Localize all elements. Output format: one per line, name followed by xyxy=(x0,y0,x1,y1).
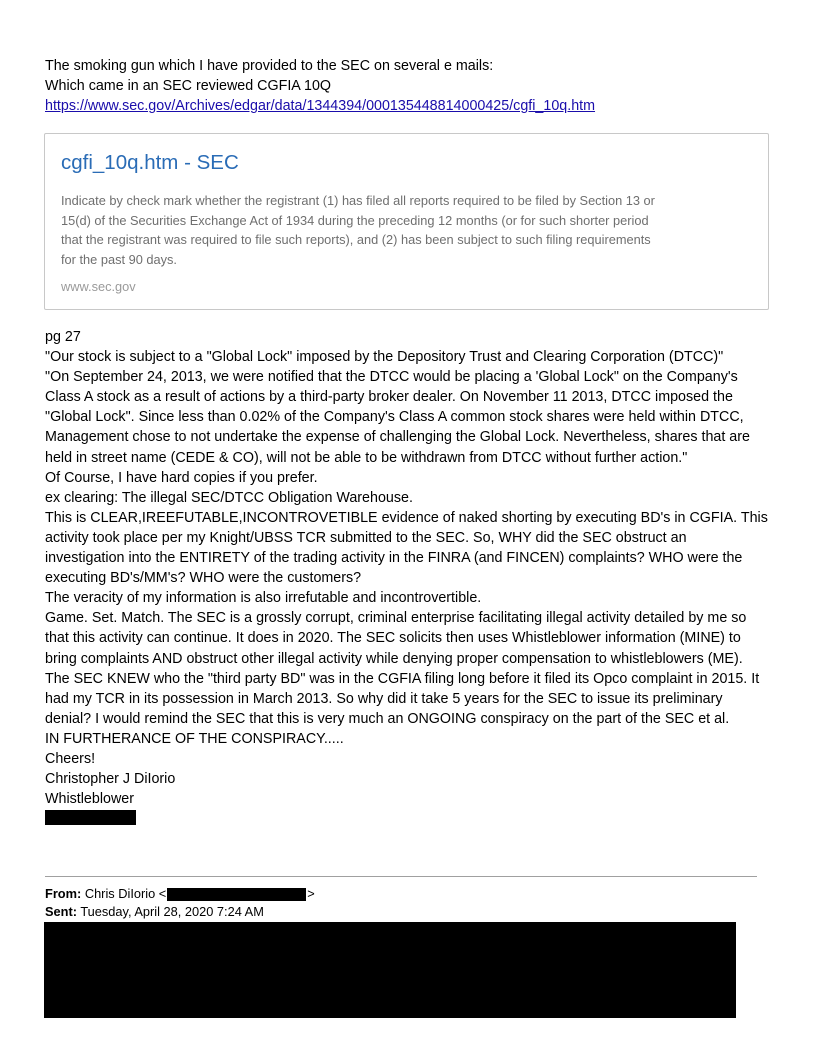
body-line: bring complaints AND obstruct other illegal activity while denying proper compensation to whistleblowers (ME). xyxy=(45,650,743,667)
body-line: Of Course, I have hard copies if you prefer. xyxy=(45,469,318,486)
body-line: Game. Set. Match. The SEC is a grossly corrupt, criminal enterprise facilitating illegal activity detailed by me so xyxy=(45,610,747,627)
body-line: Whistleblower xyxy=(45,791,134,808)
link-preview-description xyxy=(61,191,731,269)
body-line: executing BD's/MM's? WHO were the customers? xyxy=(45,570,362,587)
intro-block xyxy=(45,56,775,116)
body-line: activity took place per my Knight/UBSS TCR submitted to the SEC. So, WHY did the SEC obstruct an xyxy=(45,529,687,546)
body-line: "On September 24, 2013, we were notified that the DTCC would be placing a 'Global Lock" on the Company's xyxy=(45,369,738,386)
body-line: This is CLEAR,IREEFUTABLE,INCONTROVETIBLE evidence of naked shorting by executing BD's in CGFIA. This xyxy=(45,509,768,526)
link-preview-description-line: for the past 90 days. xyxy=(61,251,177,267)
link-preview-description-line: 15(d) of the Securities Exchange Act of 1934 during the preceding 12 months (or for such shorter period xyxy=(61,212,649,228)
sent-label: Sent: xyxy=(45,904,77,919)
body-line: held in street name (CEDE & CO), will not be able to be withdrawn from DTCC without further action." xyxy=(45,449,688,466)
body-line: investigation into the ENTIRETY of the trading activity in the FINRA (and FINCEN) complaints? WHO were the xyxy=(45,550,743,567)
redacted-email-address xyxy=(167,888,306,901)
from-label: From: xyxy=(45,886,82,901)
body-line: pg 27 xyxy=(45,329,81,345)
link-preview-title[interactable]: cgfi_10q.htm - SEC xyxy=(61,151,239,174)
body-line: Cheers! xyxy=(45,750,96,767)
from-close-bracket: > xyxy=(307,886,315,901)
body-line: "Global Lock". Since less than 0.02% of the Company's Class A common stock shares were held within DTCC, xyxy=(45,409,744,426)
link-preview-description-line: that the registrant was required to file such reports), and (2) has been subject to such filing requirements xyxy=(61,232,651,247)
redacted-block xyxy=(44,922,736,1018)
body-line: The veracity of my information is also irrefutable and incontrovertible. xyxy=(45,590,482,607)
link-preview-card[interactable] xyxy=(44,133,769,310)
intro-line-2: Which came in an SEC reviewed CGFIA 10Q xyxy=(45,78,332,94)
link-preview-domain: www.sec.gov xyxy=(61,279,136,294)
message-divider xyxy=(45,876,757,877)
sent-value: Tuesday, April 28, 2020 7:24 AM xyxy=(80,904,264,919)
body-line: that this activity can continue. It does in 2020. The SEC solicits then uses Whistleblower information (MINE) to xyxy=(45,630,741,647)
redacted-signature-info xyxy=(45,810,136,825)
intro-line-1: The smoking gun which I have provided to the SEC on several e mails: xyxy=(45,58,494,74)
body-line: denial? I would remind the SEC that this is very much an ONGOING conspiracy on the part of the SEC et al. xyxy=(45,710,730,727)
sec-filing-link[interactable]: https://www.sec.gov/Archives/edgar/data/1344394/000135448814000425/cgfi_10q.htm xyxy=(45,98,596,114)
body-line: had my TCR in its possession in March 2013. So why did it take 5 years for the SEC to issue its preliminary xyxy=(45,690,723,707)
email-body xyxy=(45,327,785,809)
body-line: Management chose to not undertake the expense of challenging the Global Lock. Nevertheless, shares that are xyxy=(45,429,750,446)
body-line: Class A stock as a result of actions by a third-party broker dealer. On November 11 2013, DTCC imposed the xyxy=(45,389,733,406)
email-sent-line xyxy=(45,903,264,920)
link-preview-description-line: Indicate by check mark whether the registrant (1) has filed all reports required to be filed by Section 13 or xyxy=(61,193,655,208)
email-from-line xyxy=(45,885,315,902)
body-line: ex clearing: The illegal SEC/DTCC Obligation Warehouse. xyxy=(45,489,413,506)
from-name: Chris DiIorio < xyxy=(84,886,167,901)
body-line: IN FURTHERANCE OF THE CONSPIRACY..... xyxy=(45,730,344,747)
body-line: The SEC KNEW who the "third party BD" was in the CGFIA filing long before it filed its Opco complaint in 2015. It xyxy=(45,670,760,687)
body-line: "Our stock is subject to a "Global Lock" imposed by the Depository Trust and Clearing Corporation (DTCC)" xyxy=(45,349,724,366)
body-line: Christopher J DiIorio xyxy=(45,771,176,788)
